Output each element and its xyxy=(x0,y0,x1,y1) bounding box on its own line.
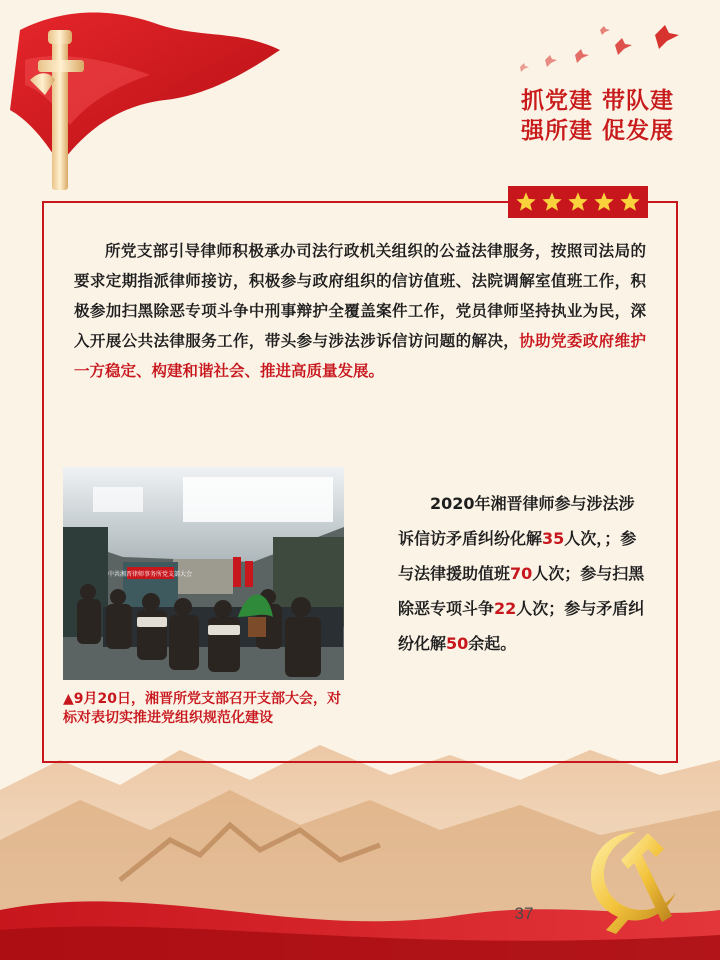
meeting-photo xyxy=(63,467,344,680)
stats-number-3: 22 xyxy=(494,599,517,618)
stats-text-1: 2020年湘晋律师参与涉法涉诉信访矛盾纠纷化解 xyxy=(398,494,635,548)
five-star-icon xyxy=(508,186,648,218)
stats-text-2: 人次，；参与法律援助值班 xyxy=(398,529,637,583)
hammer-sickle-icon xyxy=(576,820,696,940)
stats-text-3: 人次；参与扫黑除恶专项斗争 xyxy=(398,564,645,618)
stats-number-4: 50 xyxy=(446,634,469,653)
slogan-line-1: 抓党建 带队建 xyxy=(520,88,674,114)
stats-paragraph xyxy=(398,486,646,661)
red-flag-huabiao-icon xyxy=(0,0,300,200)
main-paragraph-text: 所党支部引导律师积极承办司法行政机关组织的公益法律服务，按照司法局的要求定期指派律师接访，积极参与政府组织的信访值班、法院调解室值班工作，积极参加扫黑除恶专项斗争中刑事辩护全覆盖案件工作，党员律师坚持执业为民，深入开展公共法律服务工作，带头参与涉法涉诉信访问题的解决， xyxy=(74,242,646,350)
stats-number-1: 35 xyxy=(542,529,565,548)
slogan xyxy=(521,86,674,146)
stats-text-4: 人次；参与矛盾纠纷化解 xyxy=(398,599,645,653)
main-paragraph xyxy=(74,236,646,386)
photo-caption: ▲9月20日，湘晋所党支部召开支部大会，对标对表切实推进党组织规范化建设 xyxy=(63,691,341,726)
main-paragraph-highlight: 协助党委政府维护一方稳定、构建和谐社会、推进高质量发展。 xyxy=(74,332,646,380)
slogan-line-2: 强所建 促发展 xyxy=(520,118,674,144)
flying-doves-icon xyxy=(505,15,685,75)
photo-banner: 中共湘晋律师事务所党支部大会 xyxy=(107,571,193,578)
stats-text-5: 余起。 xyxy=(468,634,517,653)
stats-number-2: 70 xyxy=(510,564,533,583)
page-number: 37 xyxy=(514,904,534,923)
